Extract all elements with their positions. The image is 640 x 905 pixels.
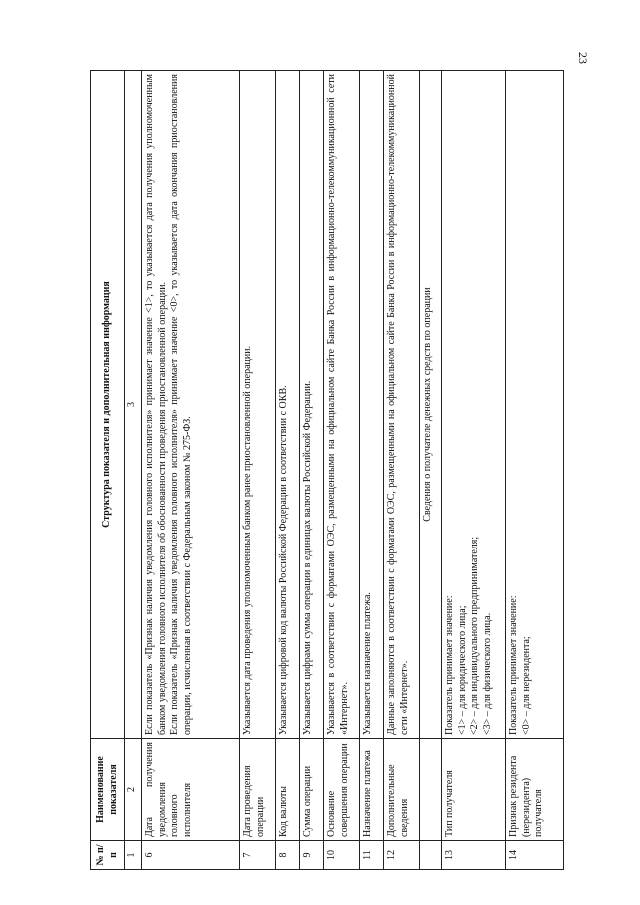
info-line: Если показатель «Признак наличия уведомления головного исполнителя» принимает значение <1>, то указывается дата получения уполномоченным банком уведомления головного исполнителя об обоснованности проведения приостановленной операции. xyxy=(144,74,168,735)
table-row xyxy=(324,71,360,870)
info-line: Показатель принимает значение: xyxy=(444,595,455,735)
row-name: Назначение платежа xyxy=(360,739,384,841)
row-info: Указывается назначение платежа. xyxy=(360,71,384,739)
rotated-table-container xyxy=(90,70,564,870)
col-number: 2 xyxy=(125,739,142,841)
row-info: Данные заполняются в соответствии с форматами ОЭС, размещенными на официальном сайте Банка России в информационно-телекоммуникационной сети «Интернет». xyxy=(384,71,420,739)
header-row xyxy=(91,71,125,870)
table-row xyxy=(276,71,300,870)
table-row xyxy=(442,71,506,870)
col-number: 1 xyxy=(125,841,142,870)
header-number: № п/п xyxy=(91,841,125,870)
column-numbers-row xyxy=(125,71,142,870)
table-row xyxy=(142,71,240,870)
row-info xyxy=(142,71,240,739)
table-row xyxy=(300,71,324,870)
row-info: Указывается цифровой код валюты Российской Федерации в соответствии с ОКВ. xyxy=(276,71,300,739)
header-structure: Структура показателя и дополнительная информация xyxy=(91,71,125,739)
table-row xyxy=(384,71,420,870)
info-line: Если показатель «Признак наличия уведомления головного исполнителя» принимает значение <0>, то указывается дата окончания приостановления операции, исчисленная в соответствии с Федеральным законом № 275-ФЗ. xyxy=(169,74,193,735)
row-number: 10 xyxy=(324,841,360,870)
info-line: <0> – для нерезидента; xyxy=(520,636,532,735)
row-number: 8 xyxy=(276,841,300,870)
row-number: 14 xyxy=(506,841,564,870)
row-name: Код валюты xyxy=(276,739,300,841)
page-number: 23 xyxy=(576,52,590,64)
row-name: Дополнительные сведения xyxy=(384,739,420,841)
info-line: <2> – для индивидуального предпринимателя; xyxy=(469,536,480,735)
row-number: 12 xyxy=(384,841,420,870)
row-name: Сумма операции xyxy=(300,739,324,841)
section-title: Сведения о получателе денежных средств по операции xyxy=(420,71,442,739)
row-info xyxy=(442,71,506,739)
col-number: 3 xyxy=(125,71,142,739)
info-line: Показатель принимает значение: xyxy=(508,595,519,735)
row-info: Указывается цифрами сумма операции в единицах валюты Российской Федерации. xyxy=(300,71,324,739)
row-info: Указывается в соответствии с форматами ОЭС, размещенными на официальном сайте Банка России в информационно-телекоммуникационной сети «Интернет». xyxy=(324,71,360,739)
header-name: Наименование показателя xyxy=(91,739,125,841)
table-row xyxy=(240,71,276,870)
info-line: <3> – для физического лица. xyxy=(481,612,493,735)
table-row xyxy=(360,71,384,870)
row-name: Тип получателя xyxy=(442,739,506,841)
row-name: Признак резидента (нерезидента) получателя xyxy=(506,739,564,841)
indicators-table xyxy=(90,70,564,870)
row-name: Дата получения уведомления головного исполнителя xyxy=(142,739,240,841)
row-number: 7 xyxy=(240,841,276,870)
row-number: 11 xyxy=(360,841,384,870)
section-row xyxy=(420,71,442,870)
info-line: <1> – для юридического лица; xyxy=(456,605,468,735)
row-number: 13 xyxy=(442,841,506,870)
row-number: 9 xyxy=(300,841,324,870)
row-name: Дата проведения операции xyxy=(240,739,276,841)
row-info: Указывается дата проведения уполномоченным банком ранее приостановленной операции. xyxy=(240,71,276,739)
table-row xyxy=(506,71,564,870)
row-number: 6 xyxy=(142,841,240,870)
row-name: Основание совершения операции xyxy=(324,739,360,841)
row-info xyxy=(506,71,564,739)
